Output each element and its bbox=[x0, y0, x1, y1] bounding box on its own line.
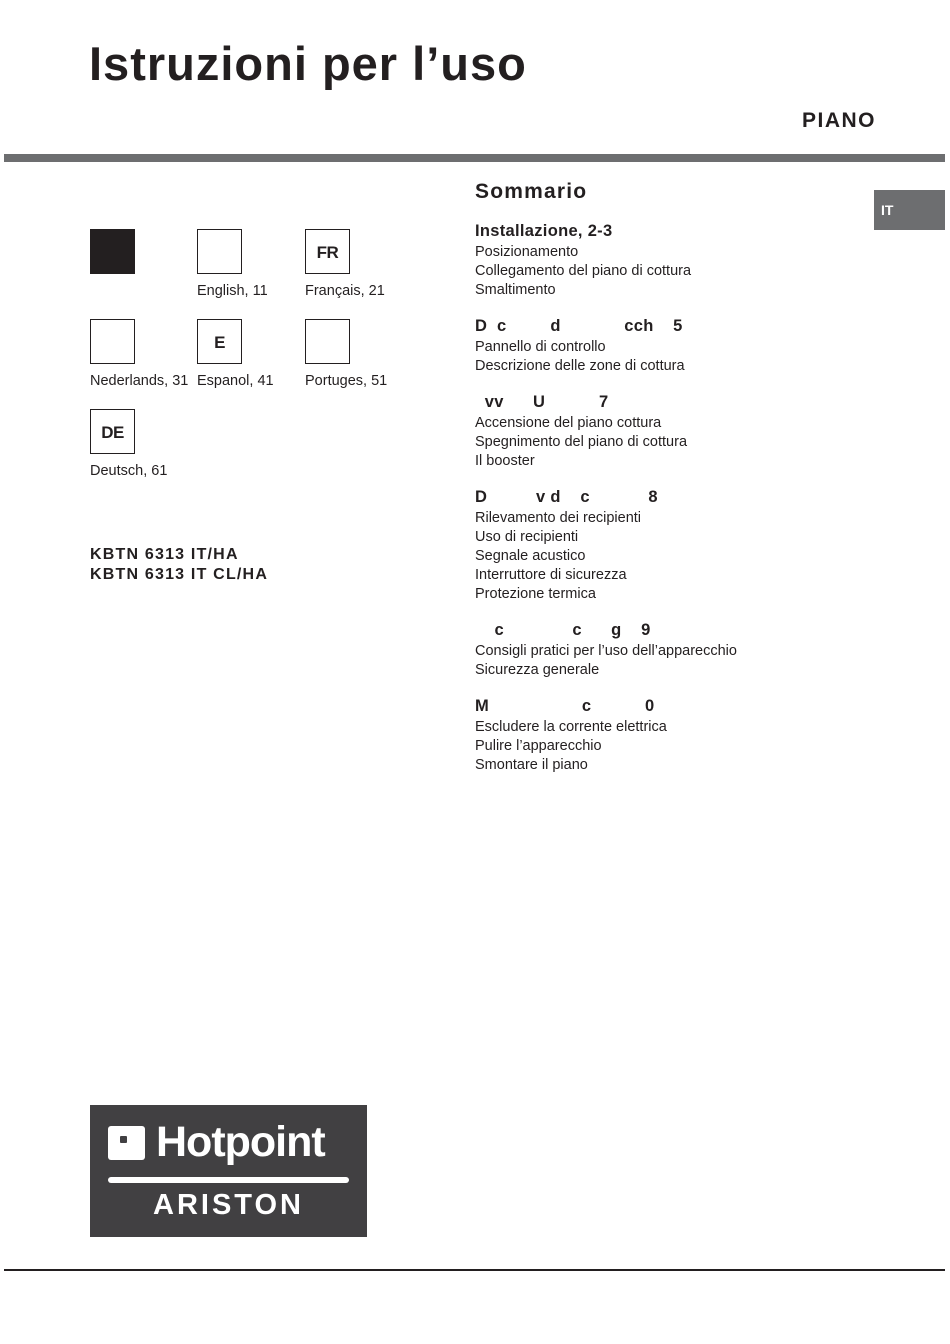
logo-brand-name: Hotpoint bbox=[156, 1118, 325, 1166]
language-label-english[interactable]: English, 11 bbox=[197, 283, 268, 299]
language-box-german[interactable]: DE bbox=[90, 409, 135, 454]
toc-heading[interactable]: vv U 7 bbox=[475, 393, 609, 411]
toc-item[interactable]: Spegnimento del piano di cottura bbox=[475, 434, 688, 450]
toc-item[interactable]: Smaltimento bbox=[475, 282, 556, 298]
language-box-dutch[interactable] bbox=[90, 319, 135, 364]
toc-heading[interactable]: M c 0 bbox=[475, 697, 655, 715]
toc-item[interactable]: Protezione termica bbox=[475, 586, 596, 602]
language-label-german[interactable]: Deutsch, 61 bbox=[90, 463, 168, 479]
toc-item[interactable]: Escludere la corrente elettrica bbox=[475, 719, 667, 735]
toc-section-2 bbox=[475, 317, 875, 376]
toc-heading[interactable]: c c g 9 bbox=[475, 621, 651, 639]
toc-item[interactable]: Il booster bbox=[475, 453, 535, 469]
logo-mark-icon bbox=[108, 1126, 145, 1160]
toc-section-3 bbox=[475, 393, 875, 471]
toc-item[interactable]: Smontare il piano bbox=[475, 757, 588, 773]
toc-section-4 bbox=[475, 488, 875, 604]
toc-item[interactable]: Segnale acustico bbox=[475, 548, 586, 564]
toc-item[interactable]: Uso di recipienti bbox=[475, 529, 579, 545]
logo-sub-brand: ARISTON bbox=[153, 1189, 304, 1221]
language-label-portuguese[interactable]: Portuges, 51 bbox=[305, 373, 388, 389]
toc-section-5 bbox=[475, 621, 875, 680]
brand-logo bbox=[90, 1105, 367, 1237]
toc-heading[interactable]: D v d c 8 bbox=[475, 488, 658, 506]
toc-item[interactable]: Interruttore di sicurezza bbox=[475, 567, 627, 583]
toc-item[interactable]: Consigli pratici per l’uso dell’apparecchio bbox=[475, 643, 737, 659]
toc-section-6 bbox=[475, 697, 875, 775]
language-tab bbox=[874, 190, 945, 230]
toc-item[interactable]: Collegamento del piano di cottura bbox=[475, 263, 692, 279]
model-list bbox=[90, 545, 268, 584]
toc-item[interactable]: Pannello di controllo bbox=[475, 339, 606, 355]
language-box-english[interactable] bbox=[197, 229, 242, 274]
language-tab-label: IT bbox=[881, 202, 894, 218]
language-box-spanish[interactable]: E bbox=[197, 319, 242, 364]
logo-divider bbox=[108, 1177, 349, 1183]
header-divider bbox=[4, 154, 945, 162]
toc-heading[interactable]: Installazione, 2-3 bbox=[475, 222, 613, 240]
toc-heading[interactable]: D c d cch 5 bbox=[475, 317, 683, 335]
toc-item[interactable]: Sicurezza generale bbox=[475, 662, 600, 678]
toc-item[interactable]: Pulire l’apparecchio bbox=[475, 738, 602, 754]
footer-divider bbox=[4, 1269, 945, 1271]
page-title: Istruzioni per l’uso bbox=[89, 37, 527, 90]
language-box-french[interactable]: FR bbox=[305, 229, 350, 274]
language-label-french[interactable]: Français, 21 bbox=[305, 283, 385, 299]
language-box-italian[interactable] bbox=[90, 229, 135, 274]
toc-item[interactable]: Descrizione delle zone di cottura bbox=[475, 358, 685, 374]
toc-section-installation bbox=[475, 222, 875, 300]
product-category: PIANO bbox=[802, 109, 877, 132]
toc-title: Sommario bbox=[475, 180, 588, 203]
model-name: KBTN 6313 IT CL/HA bbox=[90, 565, 269, 583]
language-label-dutch[interactable]: Nederlands, 31 bbox=[90, 373, 189, 389]
language-box-portuguese[interactable] bbox=[305, 319, 350, 364]
language-label-spanish[interactable]: Espanol, 41 bbox=[197, 373, 274, 389]
model-name: KBTN 6313 IT/HA bbox=[90, 546, 239, 563]
toc-item[interactable]: Rilevamento dei recipienti bbox=[475, 510, 642, 526]
toc-item[interactable]: Posizionamento bbox=[475, 244, 579, 260]
toc-item[interactable]: Accensione del piano cottura bbox=[475, 415, 662, 431]
